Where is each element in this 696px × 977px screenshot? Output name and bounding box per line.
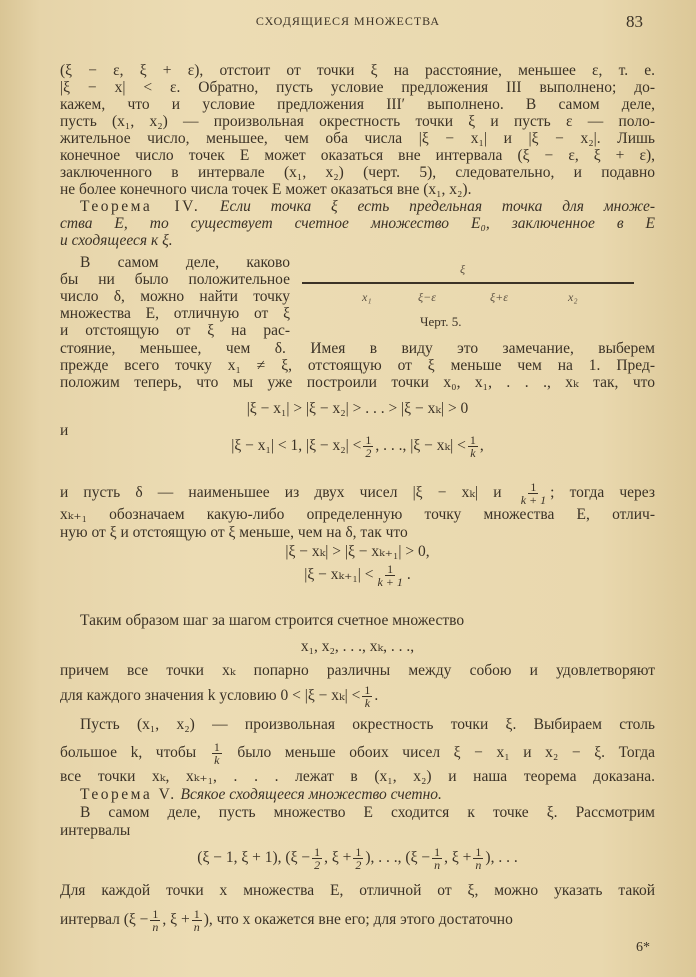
running-title: СХОДЯЩИЕСЯ МНОЖЕСТВА (255, 14, 441, 28)
text-run: |ξ − xₖ| > |ξ − xₖ₊₁| > 0, (285, 543, 430, 560)
text-run: прежде всего точку x₁ ≠ ξ, отстоящую от ξ меньше чем на 1. Пред- (60, 357, 655, 374)
text-line (60, 822, 655, 840)
text-line (80, 198, 655, 216)
fraction-numerator: 1 (387, 562, 394, 576)
text-run: число δ, можно найти точку (60, 288, 290, 305)
text-line (60, 181, 655, 199)
text-run: не более конечного числа точек E может оказаться вне (x₁, x₂). (60, 181, 472, 198)
text-run: xₖ₊₁ обозначаем какую-либо определенную точку множества E, отлич- (60, 506, 655, 523)
fraction-denominator: n (434, 858, 441, 872)
text-run: ; тогда через (550, 484, 655, 502)
fraction-denominator: k (364, 696, 371, 710)
text-run: интервалы (60, 822, 131, 839)
text-line (80, 786, 655, 804)
figure-tick-label: ξ+ε (490, 290, 508, 304)
text-run: (ξ − 1, ξ + 1), (ξ − (197, 849, 311, 867)
fraction (432, 846, 442, 871)
text-run: , ξ + (324, 849, 352, 867)
text-run: , ξ + (444, 849, 472, 867)
text-run: ), . . . (485, 849, 518, 867)
text-line (60, 288, 290, 306)
text-line (60, 543, 655, 561)
figure-tick-label: ξ−ε (418, 290, 436, 304)
fraction-numerator: 1 (152, 907, 159, 921)
text-line (60, 164, 655, 182)
fraction-numerator: 1 (213, 740, 220, 754)
text-run: конечное число точек E может оказаться вне интервала (ξ − ε, ξ + ε), (60, 147, 655, 164)
text-run: |ξ − x₁| < 1, |ξ − x₂| < (231, 437, 362, 455)
text-run: пусть (x₁, x₂) — произвольная окрестность точки ξ и пусть ε — поло- (60, 113, 655, 130)
text-line (60, 232, 655, 250)
text-run: (ξ − ε, ξ + ε), отстоит от точки ξ на расстояние, меньшее ε, т. е. (60, 62, 655, 79)
text-run: и пусть δ — наименьшее из двух чисел |ξ − xₖ| и (60, 484, 517, 502)
text-line (60, 480, 655, 507)
text-run: и (60, 422, 69, 439)
figure-point-label: ξ (460, 262, 466, 276)
text-line (60, 768, 655, 786)
fraction-denominator: n (475, 858, 482, 872)
fraction-numerator: 1 (475, 845, 482, 859)
text-run: и отстоящую от ξ на рас- (60, 322, 290, 339)
fraction-denominator: k (470, 446, 476, 460)
text-line (60, 357, 655, 375)
text-line (60, 740, 656, 767)
text-run: было меньше обоих чисел ξ − x₁ и x₂ − ξ. Тогда (223, 744, 656, 762)
text-line (60, 147, 655, 165)
fraction-denominator: 2 (314, 858, 321, 872)
text-line (60, 271, 290, 289)
theorem-label: Теорема IV. (80, 198, 201, 215)
text-run: бы ни было положительное (60, 271, 290, 288)
fraction-numerator: 1 (365, 433, 372, 447)
text-run: В самом деле, пусть множество E сходится к точке ξ. Рассмотрим (80, 804, 655, 821)
text-line (80, 716, 655, 734)
text-run: множества E, отличную от ξ (60, 305, 290, 322)
fraction (468, 434, 478, 459)
fraction-denominator: k + 1 (377, 575, 403, 589)
fraction (375, 563, 404, 588)
text-line (60, 908, 655, 933)
text-run: кажем, что и условие предложения III′ выполнено. В самом деле, (60, 96, 655, 113)
page-number: 83 (626, 12, 643, 31)
text-run: В самом деле, каково (80, 254, 290, 271)
text-line (60, 846, 655, 871)
fraction-numerator: 1 (434, 845, 441, 859)
italic-text: Если точка ξ есть предельная точка для множе- (220, 198, 655, 215)
text-line (60, 322, 290, 340)
text-line (60, 400, 655, 418)
text-line (60, 662, 655, 680)
fraction-numerator: 1 (355, 845, 362, 859)
italic-text: ства E, то существует счетное множество E₀, заключенное в E (60, 215, 655, 232)
text-run: |ξ − x| < ε. Обратно, пусть условие предложения III выполнено; до- (60, 79, 655, 96)
text-run: жительное число, меньшее, чем оба числа |ξ − x₁| и |ξ − x₂|. Лишь (60, 130, 655, 147)
text-line (60, 62, 655, 80)
fraction (150, 908, 160, 933)
fraction-denominator: n (193, 920, 200, 934)
fraction-denominator: k + 1 (520, 493, 547, 507)
text-run: положим теперь, что мы уже построили точки x₀, x₁, . . ., xₖ так, что (60, 374, 655, 391)
text-line (60, 506, 655, 524)
text-line (60, 96, 655, 114)
fraction-denominator: n (152, 920, 159, 934)
text-run: интервал (ξ − (60, 911, 149, 929)
text-line (60, 638, 655, 656)
text-run (200, 198, 220, 215)
figure-tick-label: x₁ (362, 290, 372, 304)
text-run: стояние, меньшее, чем δ. Имея в виду это замечание, выберем (60, 340, 655, 357)
text-run: Пусть (x₁, x₂) — произвольная окрестность точки ξ. Выбираем столь (80, 716, 655, 733)
fraction-numerator: 1 (193, 907, 200, 921)
text-run: x₁, x₂, . . ., xₖ, . . ., (300, 638, 415, 655)
fraction (312, 846, 322, 871)
text-line (80, 254, 290, 272)
text-run: |ξ − x₁| > |ξ − x₂| > . . . > |ξ − xₖ| > 0 (246, 400, 469, 417)
fraction-numerator: 1 (364, 683, 371, 697)
italic-text: и сходящееся к ξ. (60, 232, 173, 249)
text-line (60, 524, 655, 542)
text-line (60, 374, 655, 392)
fraction-numerator: 1 (314, 845, 321, 859)
figure-tick-label: x₂ (568, 290, 578, 304)
fraction-denominator: k (214, 753, 220, 767)
text-run: . (406, 566, 411, 584)
signature-mark: 6* (636, 940, 650, 955)
text-line (60, 113, 655, 131)
text-run: ), что x окажется вне его; для этого достаточно (203, 911, 513, 929)
fraction (353, 846, 363, 871)
text-run: все точки xₖ, xₖ₊₁, . . . лежат в (x₁, x₂) и наша теорема доказана. (60, 768, 655, 785)
text-run: ), . . ., (ξ − (365, 849, 431, 867)
text-line (60, 215, 655, 233)
fraction (363, 434, 373, 459)
figure-caption: Черт. 5. (420, 314, 462, 329)
fraction-numerator: 1 (469, 433, 476, 447)
figure-5 (300, 258, 640, 338)
fraction (192, 908, 202, 933)
text-line (60, 882, 655, 900)
fraction-denominator: 2 (365, 446, 372, 460)
text-line (60, 684, 655, 709)
text-run: , ξ + (162, 911, 190, 929)
fraction (473, 846, 483, 871)
fraction (519, 481, 548, 506)
text-line (60, 130, 655, 148)
text-run: заключенного в интервале (x₁, x₂) (черт. 5), следовательно, и подавно (60, 164, 655, 181)
text-run: Для каждой точки x множества E, отличной от ξ, можно указать такой (60, 882, 655, 899)
text-line (60, 563, 655, 588)
text-run: . (374, 687, 379, 705)
text-run: , (479, 437, 484, 455)
text-run: , . . ., |ξ − xₖ| < (375, 437, 466, 455)
text-run: Таким образом шаг за шагом строится счетное множество (80, 612, 465, 629)
text-run: причем все точки xₖ попарно различны между собою и удовлетворяют (60, 662, 655, 679)
text-run: |ξ − xₖ₊₁| < (304, 566, 374, 584)
text-line (80, 804, 655, 822)
text-run: ную от ξ и отстоящую от ξ меньше, чем на δ, так что (60, 524, 408, 541)
fraction-denominator: 2 (355, 858, 362, 872)
theorem-label: Теорема V. (80, 786, 177, 803)
text-line (60, 434, 655, 459)
text-line (80, 612, 655, 630)
text-line (60, 305, 290, 323)
text-run: для каждого значения k условию 0 < |ξ − xₖ| < (60, 687, 361, 705)
text-line (60, 340, 655, 358)
italic-text: Всякое сходящееся множество счетно. (180, 786, 442, 803)
fraction (212, 741, 222, 766)
number-line (302, 282, 634, 284)
text-line (60, 79, 655, 97)
text-run: большое k, чтобы (60, 744, 210, 762)
fraction-numerator: 1 (530, 480, 537, 494)
fraction (362, 684, 372, 709)
